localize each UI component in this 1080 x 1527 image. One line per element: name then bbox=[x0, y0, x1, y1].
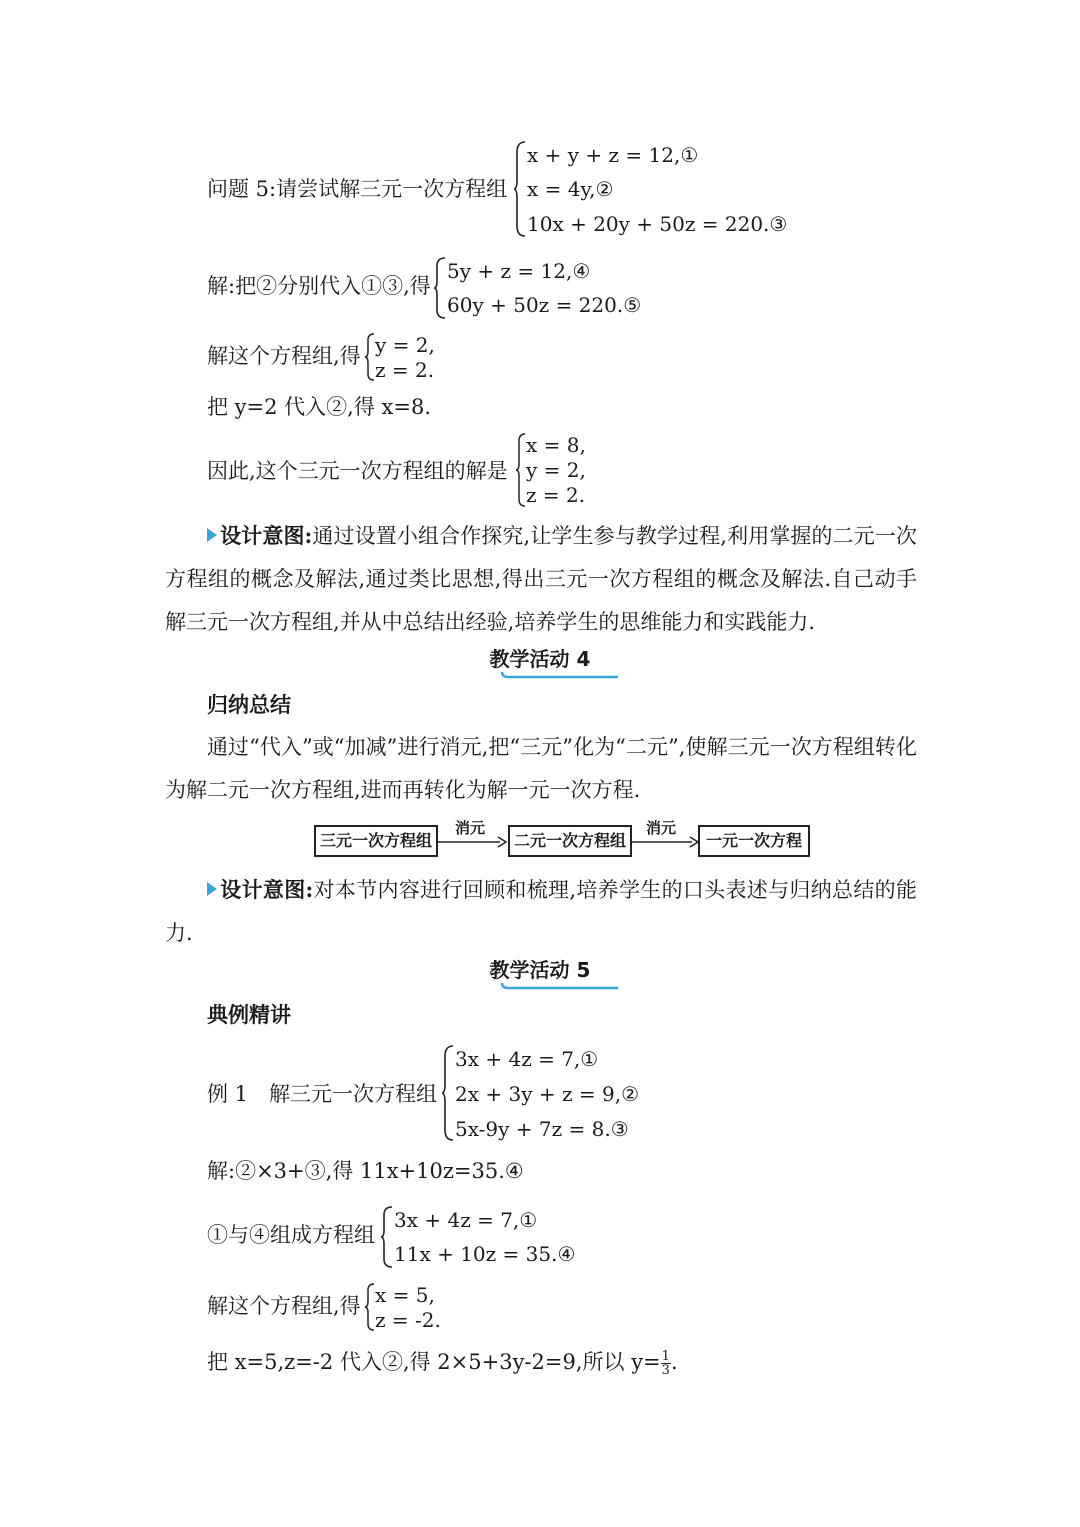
activity-4-subtitle: 归纳总结 bbox=[207, 692, 291, 717]
equation-2: x = 4y,② bbox=[527, 177, 614, 201]
final-y: y = 2, bbox=[526, 458, 586, 482]
design-intent-label: 设计意图: bbox=[220, 877, 314, 902]
equation-4: 11x + 10z = 35.④ bbox=[394, 1242, 576, 1266]
activity-4-heading bbox=[0, 645, 1080, 673]
equation-3: 10x + 20y + 50z = 220.③ bbox=[527, 212, 788, 236]
flow-arrow-label-2: 消元 bbox=[646, 819, 677, 837]
fraction-one-third bbox=[661, 1350, 671, 1377]
left-brace bbox=[513, 140, 527, 238]
flow-box-three-variable: 三元一次方程组 bbox=[314, 825, 438, 857]
solution-step-1-system bbox=[433, 256, 733, 322]
problem-5-system bbox=[513, 140, 813, 240]
example-1-step-1: 解:②×3+③,得 11x+10z=35.④ bbox=[207, 1159, 524, 1183]
flow-arrow-label-1: 消元 bbox=[455, 819, 486, 837]
equation-2: 2x + 3y + z = 9,② bbox=[455, 1082, 639, 1106]
solution-x: x = 5, bbox=[375, 1283, 435, 1307]
flow-box-two-variable: 二元一次方程组 bbox=[508, 825, 632, 857]
solution-step-2-system bbox=[364, 332, 464, 384]
solution-step-1-label: 解:把②分别代入①③,得 bbox=[207, 274, 431, 298]
solution-step-4-system bbox=[515, 432, 615, 512]
equation-1: x + y + z = 12,① bbox=[527, 143, 699, 167]
solution-step-2-label: 解这个方程组,得 bbox=[207, 344, 361, 368]
example-1-step-3-system bbox=[364, 1282, 464, 1334]
elimination-flow-diagram bbox=[312, 819, 812, 859]
equation-4: 5y + z = 12,④ bbox=[447, 259, 591, 283]
design-intent-label: 设计意图: bbox=[220, 523, 313, 548]
solution-z: z = -2. bbox=[375, 1308, 441, 1332]
flow-box-one-variable: 一元一次方程 bbox=[698, 825, 810, 857]
left-brace bbox=[380, 1205, 394, 1269]
equation-3: 5x-9y + 7z = 8.③ bbox=[455, 1117, 629, 1141]
heading-underline bbox=[498, 980, 622, 990]
solution-y: y = 2, bbox=[375, 333, 435, 357]
example-1-label: 例 1 解三元一次方程组 bbox=[207, 1082, 438, 1106]
activity-4-title: 教学活动 4 bbox=[489, 647, 591, 671]
activity-5-heading bbox=[0, 956, 1080, 984]
example-1-step-2-system bbox=[380, 1205, 680, 1271]
equation-1: 3x + 4z = 7,① bbox=[394, 1208, 538, 1232]
equation-5: 60y + 50z = 220.⑤ bbox=[447, 293, 642, 317]
activity-4-text: 通过“代入”或“加减”进行消元,把“三元”化为“二元”,使解三元一次方程组转化为解二元一次方程组,进而再转化为解一元一次方程. bbox=[165, 735, 917, 802]
fraction-denominator: 3 bbox=[661, 1363, 670, 1378]
activity-5-subtitle: 典例精讲 bbox=[207, 1002, 291, 1027]
problem-5-label: 问题 5:请尝试解三元一次方程组 bbox=[207, 177, 508, 201]
example-1-step-4 bbox=[207, 1347, 678, 1377]
example-1-system bbox=[441, 1044, 741, 1144]
final-z: z = 2. bbox=[526, 483, 586, 507]
fraction-numerator: 1 bbox=[661, 1349, 670, 1364]
design-intent-2 bbox=[165, 868, 917, 955]
design-intent-text: 通过设置小组合作探究,让学生参与教学过程,利用掌握的二元一次方程组的概念及解法,通过类比思想,得出三元一次方程组的概念及解法.自己动手解三元一次方程组,并从中总结出经验,培养学生的思维能力和实践能力. bbox=[165, 524, 917, 634]
design-intent-1 bbox=[165, 514, 917, 644]
example-1-step-4-text: 把 x=5,z=-2 代入②,得 2×5+3y-2=9,所以 y= bbox=[207, 1350, 661, 1374]
triangle-bullet-icon bbox=[207, 882, 217, 896]
solution-z: z = 2. bbox=[375, 358, 435, 382]
triangle-bullet-icon bbox=[207, 528, 217, 542]
heading-underline bbox=[498, 669, 622, 679]
solution-step-4-label: 因此,这个三元一次方程组的解是 bbox=[207, 459, 508, 483]
design-intent-text: 对本节内容进行回顾和梳理,培养学生的口头表述与归纳总结的能力. bbox=[165, 878, 917, 945]
arrow-right-icon bbox=[436, 836, 508, 848]
left-brace bbox=[433, 256, 447, 320]
example-1-step-4-end: . bbox=[670, 1350, 678, 1374]
solution-step-3: 把 y=2 代入②,得 x=8. bbox=[207, 395, 431, 419]
example-1-step-3-label: 解这个方程组,得 bbox=[207, 1294, 361, 1318]
equation-1: 3x + 4z = 7,① bbox=[455, 1047, 599, 1071]
activity-5-title: 教学活动 5 bbox=[489, 958, 591, 982]
left-brace bbox=[441, 1044, 455, 1142]
final-x: x = 8, bbox=[526, 433, 586, 457]
arrow-right-icon bbox=[630, 836, 700, 848]
example-1-step-2-label: ①与④组成方程组 bbox=[207, 1223, 375, 1247]
